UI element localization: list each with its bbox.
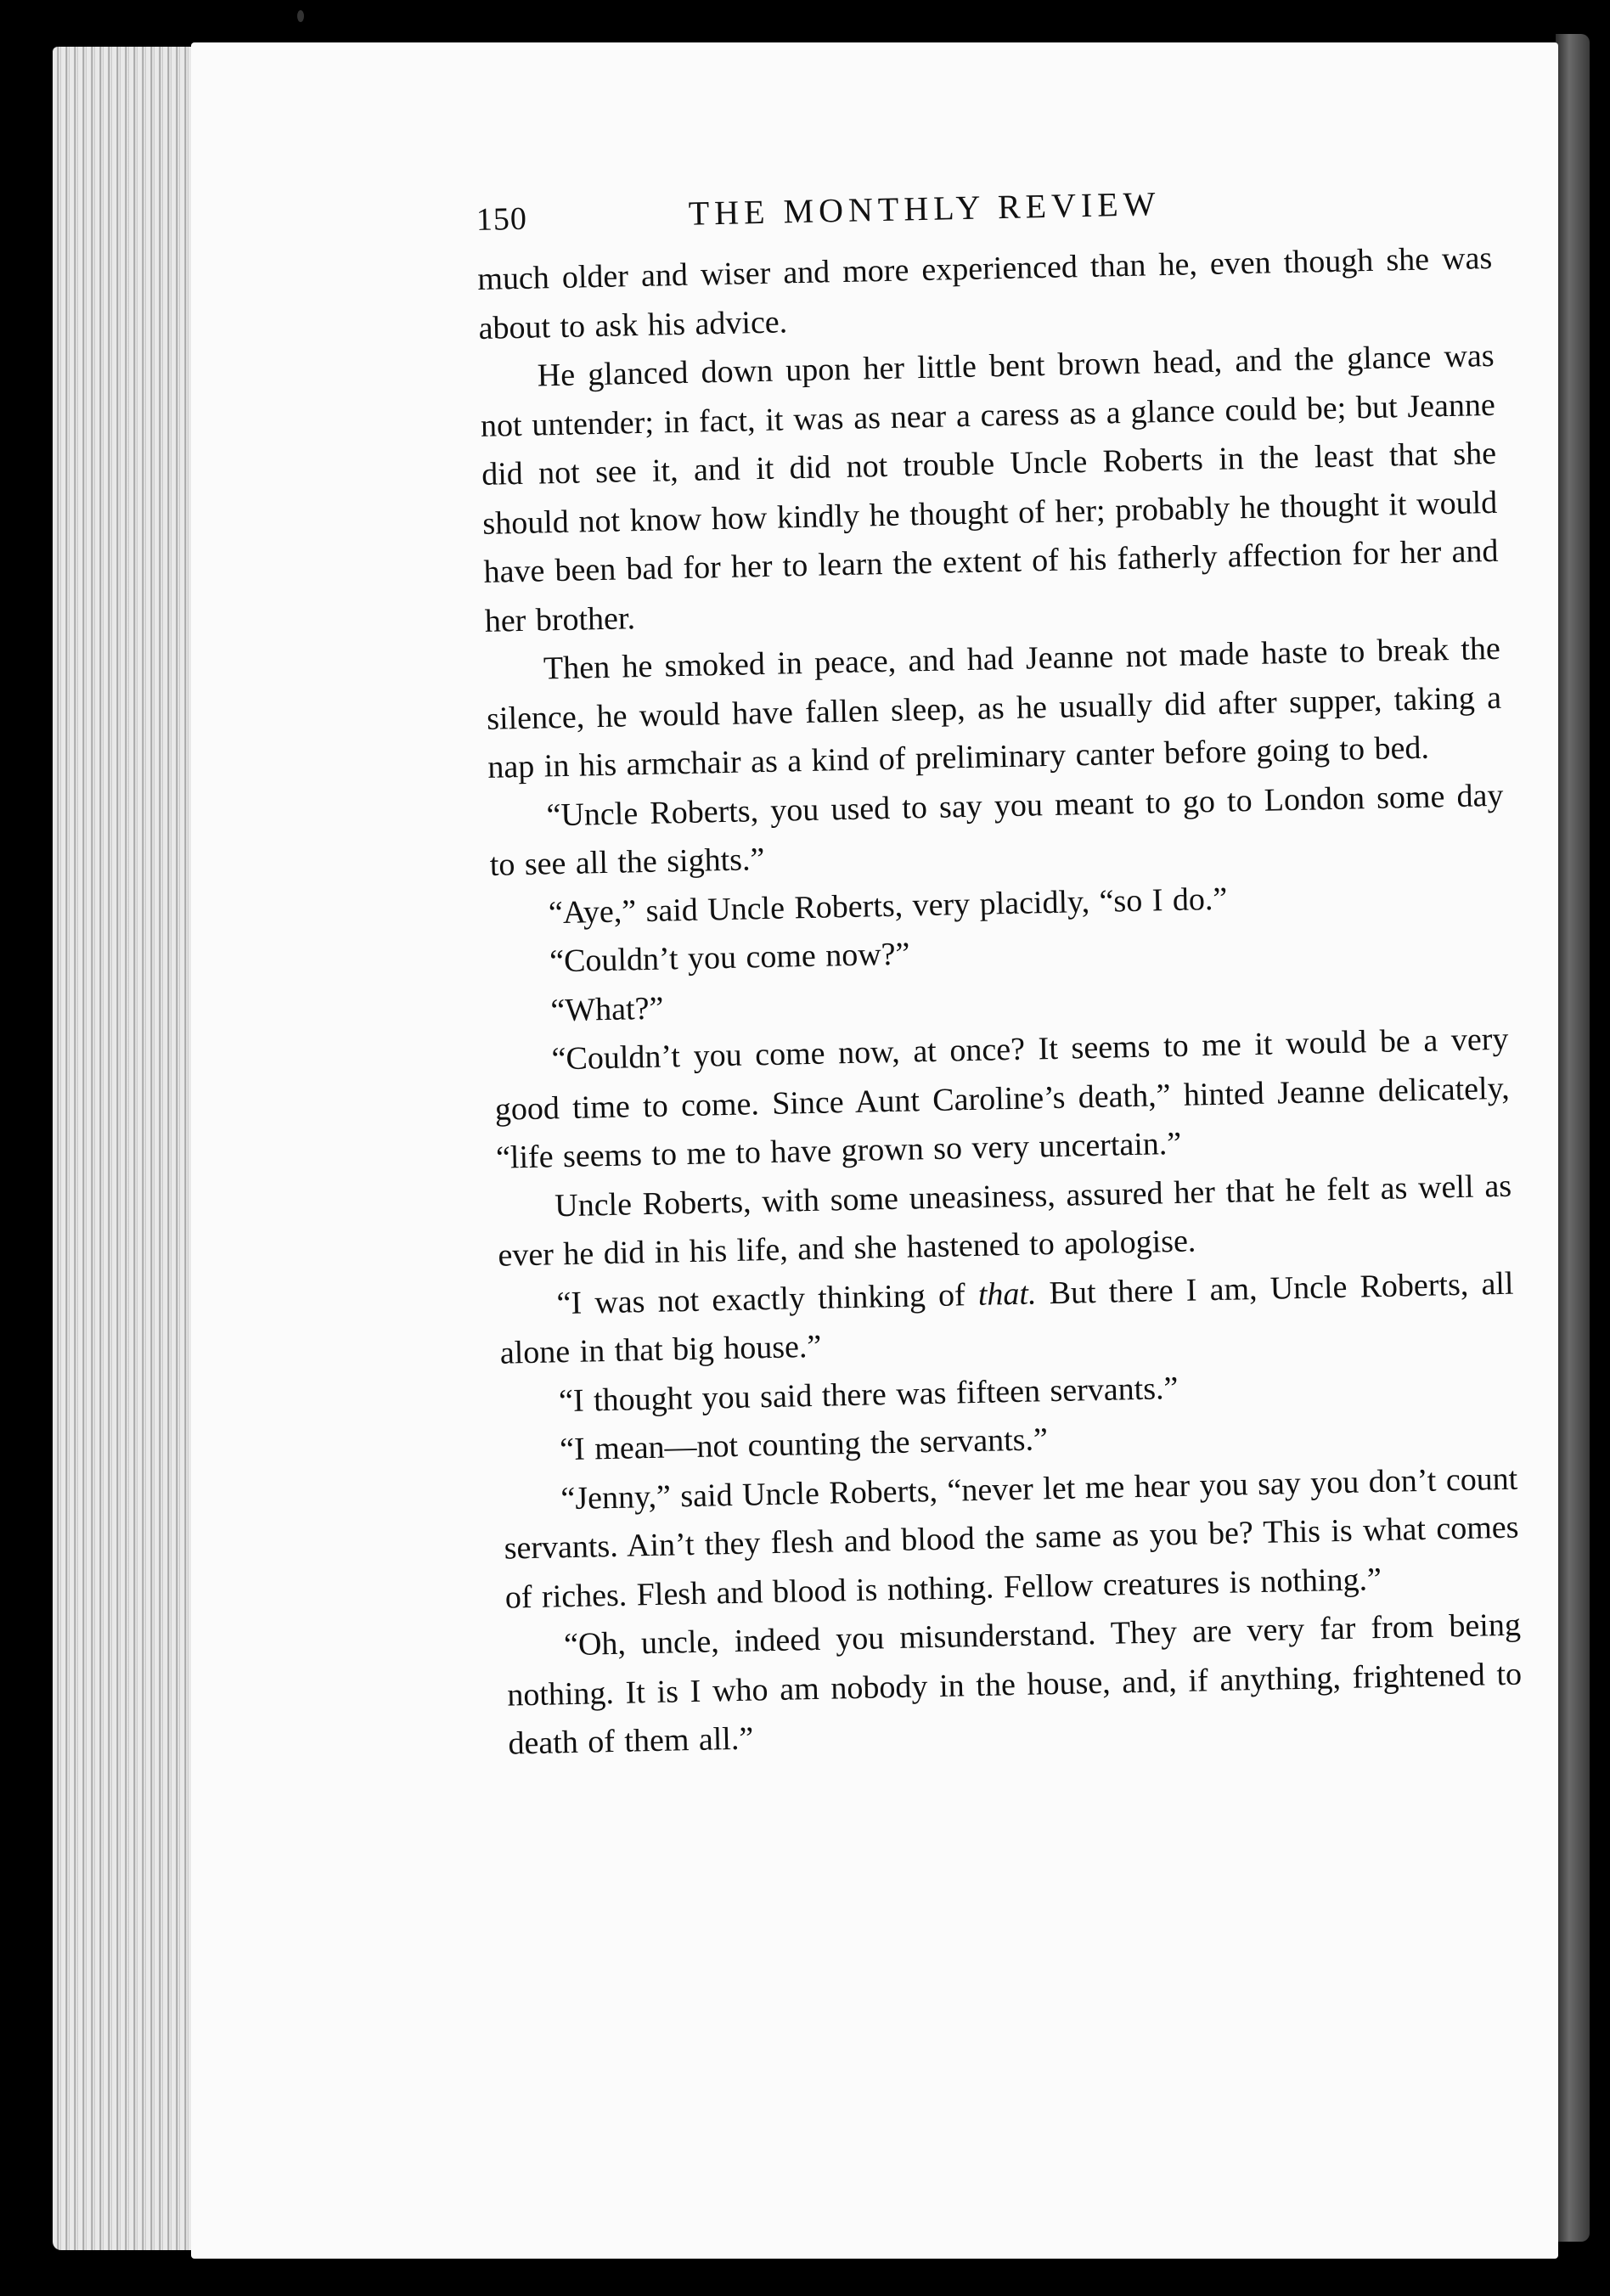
- paragraph: “Couldn’t you come now?”: [549, 936, 910, 980]
- paragraph: “I mean—not counting the servants.”: [559, 1421, 1049, 1468]
- paragraph: Then he smoked in peace, and had Jeanne not made haste to break the silence, he would have fallen sleep, as he usually did after supper, taking a nap in his armchair as a kind of preliminary canter before going to bed.: [486, 630, 1502, 785]
- page-number: 150: [476, 200, 528, 238]
- paragraph: much older and wiser and more experienced than he, even though she was about to ask his advice.: [476, 239, 1493, 346]
- paragraph: “Aye,” said Uncle Roberts, very placidly, “so I do.”: [548, 881, 1228, 931]
- journal-title: THE MONTHLY REVIEW: [688, 184, 1161, 233]
- paragraph-text-before: “I was not exactly thinking of: [556, 1276, 979, 1321]
- paragraph: Uncle Roberts, with some uneasiness, assured her that he felt as well as ever he did in his life, and she hastened to apologise.: [498, 1168, 1512, 1274]
- page-content: [476, 161, 1523, 1769]
- paragraph: “Jenny,” said Uncle Roberts, “never let me hear you say you don’t count servants. Ain’t they flesh and blood the same as you be? This is what comes of riches. Flesh and blood is nothing. Fellow creatures is nothing.”: [504, 1460, 1519, 1616]
- italic-emphasis: that.: [977, 1275, 1037, 1313]
- paragraph: He glanced down upon her little bent brown head, and the glance was not untender; in fact, it was as near a caress as a glance could be; but Jeanne did not see it, and it did not trouble Uncle Roberts in the least that she should not know how kindly he thought of her; probably he thought it would have been bad for her to learn the extent of his fatherly affection for her and her brother.: [480, 337, 1499, 639]
- paragraph-text-after: But there I am, Uncle Roberts, all alone in that big house.”: [499, 1265, 1514, 1371]
- paragraph: “Oh, uncle, indeed you misunderstand. They are very far from being nothing. It is I who am nobody in the house, and, if anything, frightened to death of them all.”: [506, 1607, 1523, 1762]
- paragraph: “What?”: [549, 990, 664, 1028]
- paragraph: “Couldn’t you come now, at once? It seems to me it would be a very good time to come. Since Aunt Caroline’s death,” hinted Jeanne delicately, “life seems to me to have grown so very uncertain.”: [494, 1021, 1511, 1176]
- book-page-edges: [53, 47, 197, 2250]
- paragraph: “Uncle Roberts, you used to say you meant to go to London some day to see all the sights.”: [489, 777, 1504, 883]
- book-right-edge: [1556, 34, 1590, 2242]
- scan-speck: [297, 10, 304, 22]
- paragraph: “I thought you said there was fifteen servants.”: [558, 1370, 1179, 1419]
